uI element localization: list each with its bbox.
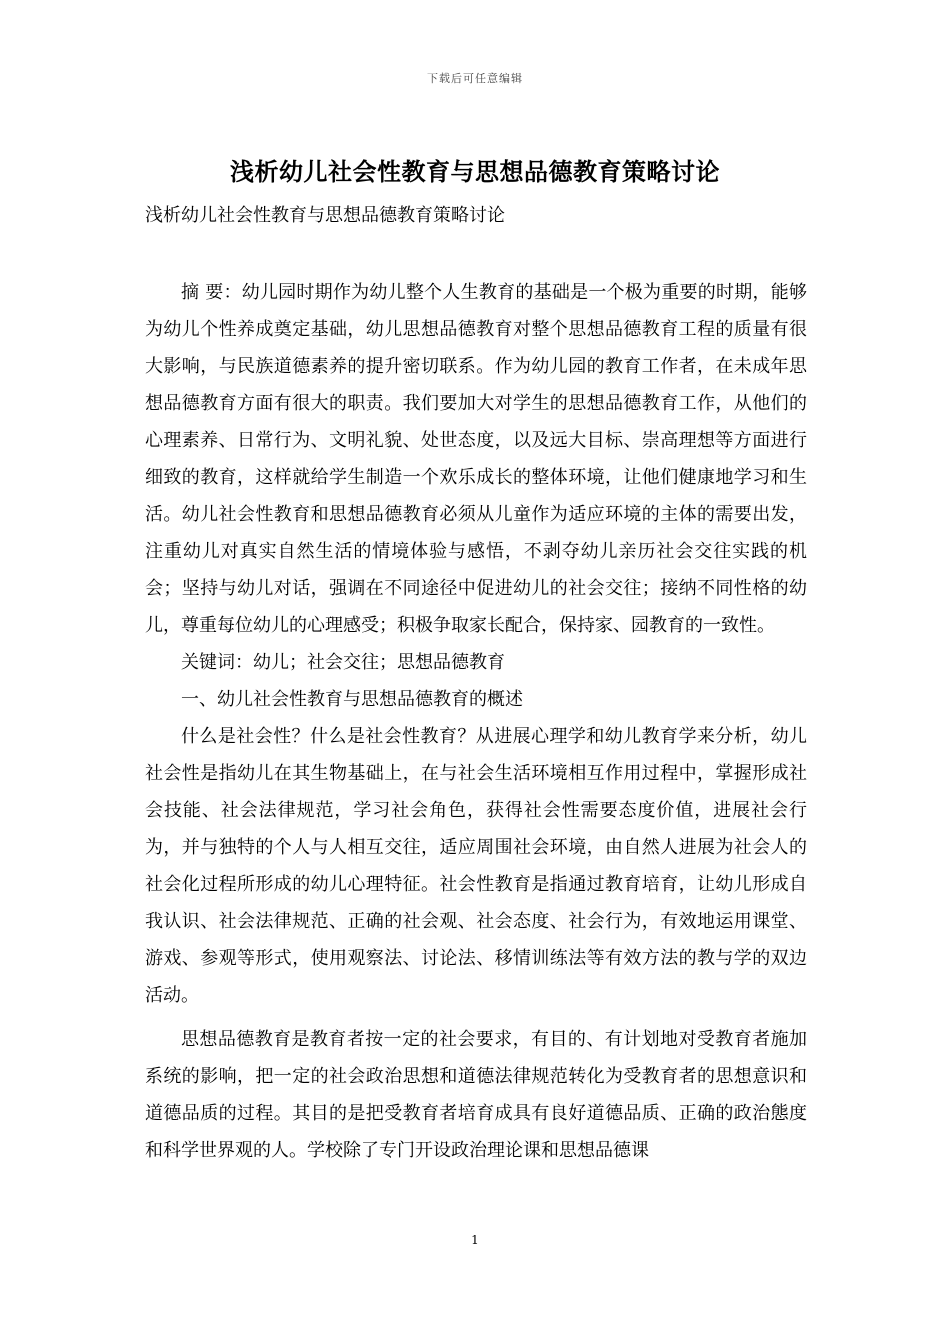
document-body xyxy=(145,274,807,1169)
abstract-paragraph: 摘 要：幼儿园时期作为幼儿整个人生教育的基础是一个极为重要的时期，能够为幼儿个性养成奠定基础，幼儿思想品德教育对整个思想品德教育工程的质量有很大影响，与民族道德素养的提升密切联系。作为幼儿园的教育工作者，在未成年思想品德教育方面有很大的职责。我们要加大对学生的思想品德教育工作，从他们的心理素养、日常行为、文明礼貌、处世态度，以及远大目标、崇高理想等方面进行细致的教育，这样就给学生制造一个欢乐成长的整体环境，让他们健康地学习和生活。幼儿社会性教育和思想品德教育必须从儿童作为适应环境的主体的需要出发，注重幼儿对真实自然生活的情境体验与感悟，不剥夺幼儿亲历社会交往实践的机会；坚持与幼儿对话，强调在不同途径中促进幼儿的社会交往；接纳不同性格的幼儿，尊重每位幼儿的心理感受；积极争取家长配合，保持家、园教育的一致性。 xyxy=(145,282,807,636)
document-title: 浅析幼儿社会性教育与思想品德教育策略讨论 xyxy=(230,157,720,186)
section-heading: 一、幼儿社会性教育与思想品德教育的概述 xyxy=(181,689,523,710)
body-paragraph: 什么是社会性？什么是社会性教育？从进展心理学和幼儿教育学来分析，幼儿社会性是指幼儿在其生物基础上，在与社会生活环境相互作用过程中，掌握形成社会技能、社会法律规范，学习社会角色，获得社会性需要态度价值，进展社会行为，并与独特的个人与人相互交往，适应周围社会环境，由自然人进展为社会人的社会化过程所形成的幼儿心理特征。社会性教育是指通过教育培育，让幼儿形成自我认识、社会法律规范、正确的社会观、社会态度、社会行为，有效地运用课堂、游戏、参观等形式，使用观察法、讨论法、移情训练法等有效方法的教与学的双边活动。 xyxy=(145,726,807,1006)
body-paragraph: 思想品德教育是教育者按一定的社会要求，有目的、有计划地对受教育者施加系统的影响，把一定的社会政治思想和道德法律规范转化为受教育者的思想意识和道德品质的过程。其目的是把受教育者培育成具有良好道德品质、正确的政治態度和科学世界观的人。学校除了专门开设政治理论课和思想品德课 xyxy=(145,1029,807,1161)
header-note: 下载后可任意编辑 xyxy=(427,72,523,85)
keywords-paragraph: 关键词：幼儿；社会交往；思想品德教育 xyxy=(181,652,505,673)
page-number: 1 xyxy=(471,1233,479,1247)
document-subtitle: 浅析幼儿社会性教育与思想品德教育策略讨论 xyxy=(145,205,505,226)
